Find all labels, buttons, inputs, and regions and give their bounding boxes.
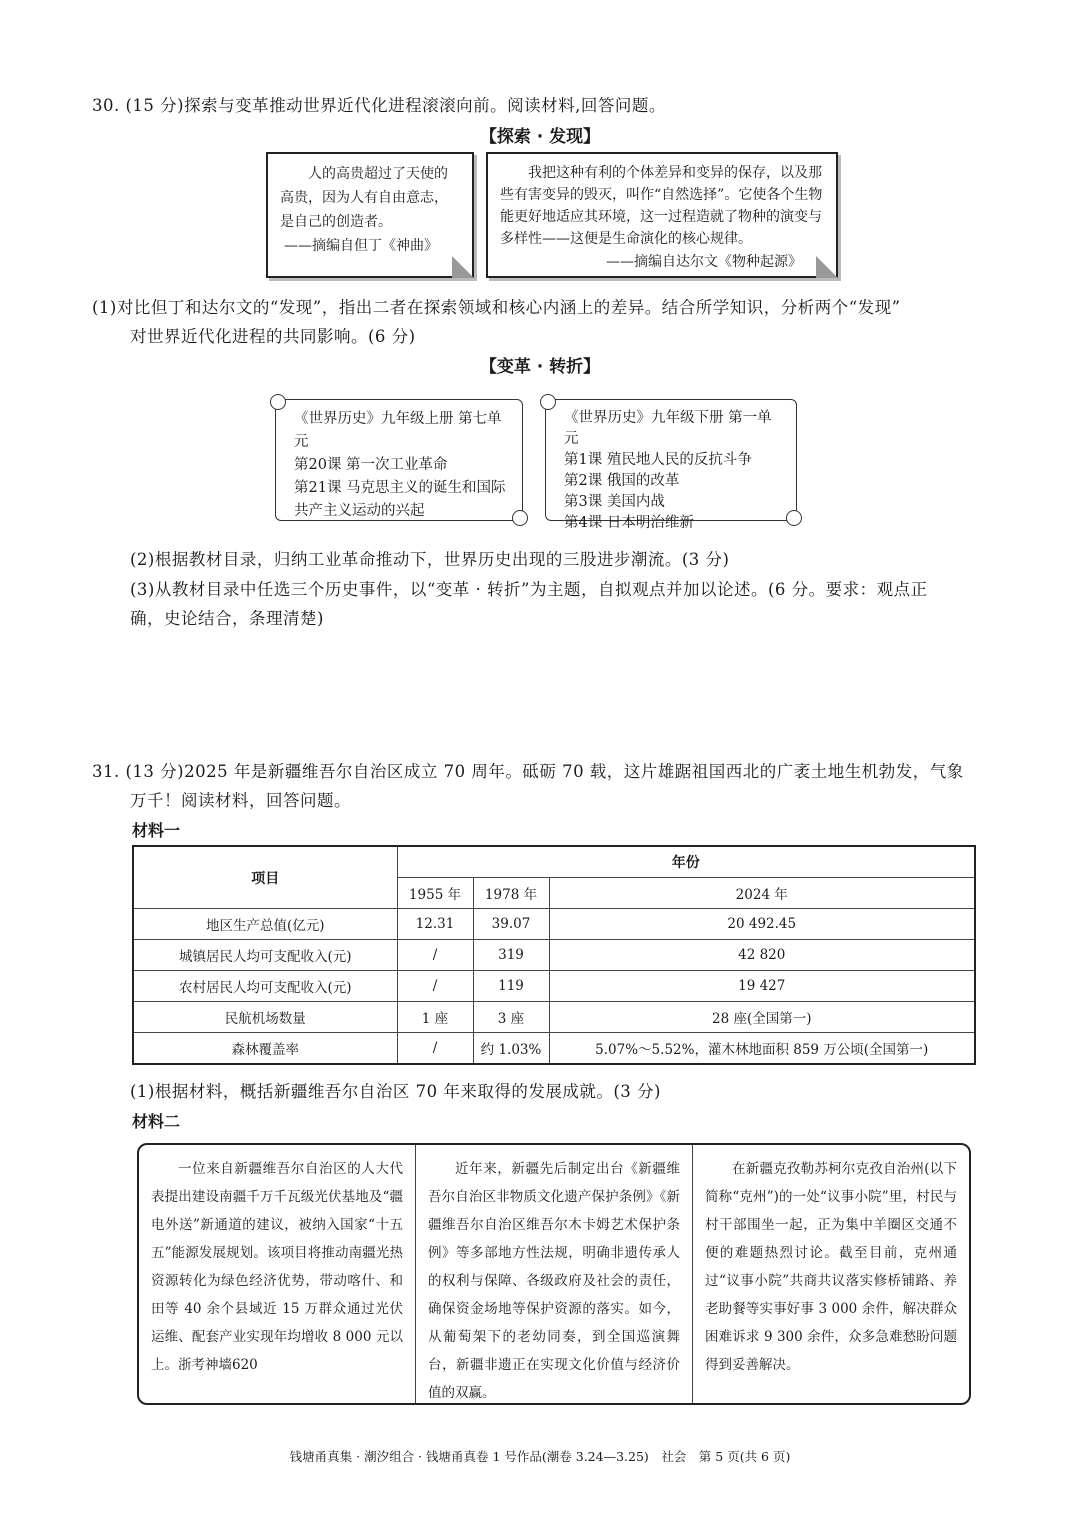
cell-1978: 39.07 — [473, 909, 549, 940]
cell-2024: 19 427 — [549, 971, 975, 1002]
textbook1-line: 第21课 马克思主义的诞生和国际 — [294, 480, 506, 496]
cell-1978: 119 — [473, 971, 549, 1002]
row-item: 地区生产总值(亿元) — [133, 909, 397, 940]
cell-1978: 约 1.03% — [473, 1033, 549, 1065]
year-1955: 1955 年 — [397, 878, 473, 909]
section-title-reform: 【变革 · 转折】 — [479, 357, 601, 377]
textbook2-line: 第4课 日本明治维新 — [564, 515, 694, 531]
textbook1-line: 共产主义运动的兴起 — [294, 503, 425, 519]
textbook1-line: 第20课 第一次工业革命 — [294, 457, 448, 473]
textbook2-line: 第2课 俄国的改革 — [564, 473, 680, 489]
darwin-quote-card — [486, 152, 838, 278]
textbook-scroll-1 — [275, 399, 523, 521]
material-2-column — [692, 1145, 969, 1403]
cell-1955: / — [397, 1033, 473, 1065]
section-title-explore: 【探索 · 发现】 — [479, 127, 601, 147]
cell-1955: 12.31 — [397, 909, 473, 940]
darwin-quote-source: ——摘编自达尔文《物种起源》 — [606, 254, 802, 270]
dante-quote-text: 人的高贵超过了天使的高贵，因为人有自由意志，是自己的创造者。 — [280, 166, 448, 230]
dante-quote-source: ——摘编自但丁《神曲》 — [284, 238, 438, 254]
material-1-label: 材料一 — [132, 821, 181, 840]
darwin-quote-text: 我把这种有利的个体差异和变异的保存，以及那些有害变异的毁灭，叫作“自然选择”。它使各个生物能更好地适应其环境，这一过程造就了物种的演变与多样性——这便是生命演化的核心规律。 — [500, 165, 823, 247]
textbook2-line: 第3课 美国内战 — [564, 494, 665, 510]
row-item: 城镇居民人均可支配收入(元) — [133, 940, 397, 971]
item-header: 项目 — [133, 846, 397, 909]
cell-2024: 42 820 — [549, 940, 975, 971]
cell-1955: 1 座 — [397, 1002, 473, 1033]
q30-sub2: (2)根据教材目录，归纳工业革命推动下，世界历史出现的三股进步潮流。(3 分) — [130, 550, 730, 569]
table-row — [133, 909, 975, 940]
cell-1955: / — [397, 971, 473, 1002]
year-1978: 1978 年 — [473, 878, 549, 909]
cell-2024: 5.07%～5.52%，灌木林地面积 859 万公顷(全国第一) — [549, 1033, 975, 1065]
q30-sub3-line1: (3)从教材目录中任选三个历史事件，以“变革 · 转折”为主题，自拟观点并加以论述。(6 分。要求：观点正 — [130, 580, 928, 599]
table-row — [133, 940, 975, 971]
q31-stem-line1: 31. (13 分)2025 年是新疆维吾尔自治区成立 70 周年。砥砺 70 载，这片雄踞祖国西北的广袤土地生机勃发，气象 — [92, 762, 964, 781]
material-2-text: 一位来自新疆维吾尔自治区的人大代表提出建设南疆千万千瓦级光伏基地及“疆电外送”新通道的建议，被纳入国家“十五五”能源发展规划。该项目将推动南疆光热资源转化为绿色经济优势，带动喀什、和田等 40 余个县域近 15 万群众通过光伏运维、配套产业实现年均增收 8 000 元以上。浙考神墙620 — [151, 1161, 403, 1373]
material-2-column — [415, 1145, 692, 1403]
cell-1978: 3 座 — [473, 1002, 549, 1033]
q31-sub1: (1)根据材料，概括新疆维吾尔自治区 70 年来取得的发展成就。(3 分) — [130, 1082, 661, 1101]
dante-quote-card — [266, 152, 474, 278]
textbook-scroll-2 — [545, 399, 797, 531]
row-item: 农村居民人均可支配收入(元) — [133, 971, 397, 1002]
year-header: 年份 — [397, 846, 975, 878]
material-2-box — [137, 1143, 971, 1405]
textbook2-line: 第1课 殖民地人民的反抗斗争 — [564, 452, 752, 468]
page-footer: 钱塘甬真集 · 潮汐组合 · 钱塘甬真卷 1 号作品(潮卷 3.24—3.25) 社会 第 5 页(共 6 页) — [289, 1449, 791, 1464]
material-2-text: 在新疆克孜勒苏柯尔克孜自治州(以下简称“克州”)的一处“议事小院”里，村民与村干部围坐一起，正为集中羊圈区交通不便的难题热烈讨论。截至目前，克州通过“议事小院”共商共议落实修桥铺路、养老助餐等实事好事 3 000 余件，解决群众困难诉求 9 300 余件，众多急难愁盼问题得到妥善解决。 — [705, 1161, 957, 1373]
q30-stem: 30. (15 分)探索与变革推动世界近代化进程滚滚向前。阅读材料,回答问题。 — [92, 96, 666, 115]
q30-sub3-line2: 确，史论结合，条理清楚) — [130, 609, 324, 628]
q31-stem-line2: 万千！阅读材料，回答问题。 — [130, 791, 351, 810]
cell-1978: 319 — [473, 940, 549, 971]
material-2-column — [139, 1145, 415, 1403]
table-row — [133, 971, 975, 1002]
q30-sub1-line2: 对世界近代化进程的共同影响。(6 分) — [130, 327, 416, 346]
page-fold-icon — [452, 256, 474, 278]
cell-1955: / — [397, 940, 473, 971]
row-item: 民航机场数量 — [133, 1002, 397, 1033]
page-fold-icon — [816, 256, 838, 278]
material-2-text: 近年来，新疆先后制定出台《新疆维吾尔自治区非物质文化遗产保护条例》《新疆维吾尔自治区维吾尔木卡姆艺术保护条例》等多部地方性法规，明确非遗传承人的权利与保障、各级政府及社会的责任，确保资金场地等保护资源的落实。如今，从葡萄架下的老幼同奏，到全国巡演舞台，新疆非遗正在实现文化价值与经济价值的双赢。 — [428, 1161, 680, 1401]
xinjiang-data-table — [132, 845, 976, 1065]
table-row — [133, 1002, 975, 1033]
cell-2024: 28 座(全国第一) — [549, 1002, 975, 1033]
textbook1-line: 《世界历史》九年级上册 第七单元 — [294, 411, 502, 450]
year-2024: 2024 年 — [549, 878, 975, 909]
cell-2024: 20 492.45 — [549, 909, 975, 940]
table-row — [133, 1033, 975, 1065]
row-item: 森林覆盖率 — [133, 1033, 397, 1065]
material-2-label: 材料二 — [132, 1112, 181, 1131]
q30-sub1-line1: (1)对比但丁和达尔文的“发现”，指出二者在探索领域和核心内涵上的差异。结合所学知识，分析两个“发现” — [92, 298, 901, 317]
textbook2-line: 《世界历史》九年级下册 第一单元 — [564, 410, 772, 447]
